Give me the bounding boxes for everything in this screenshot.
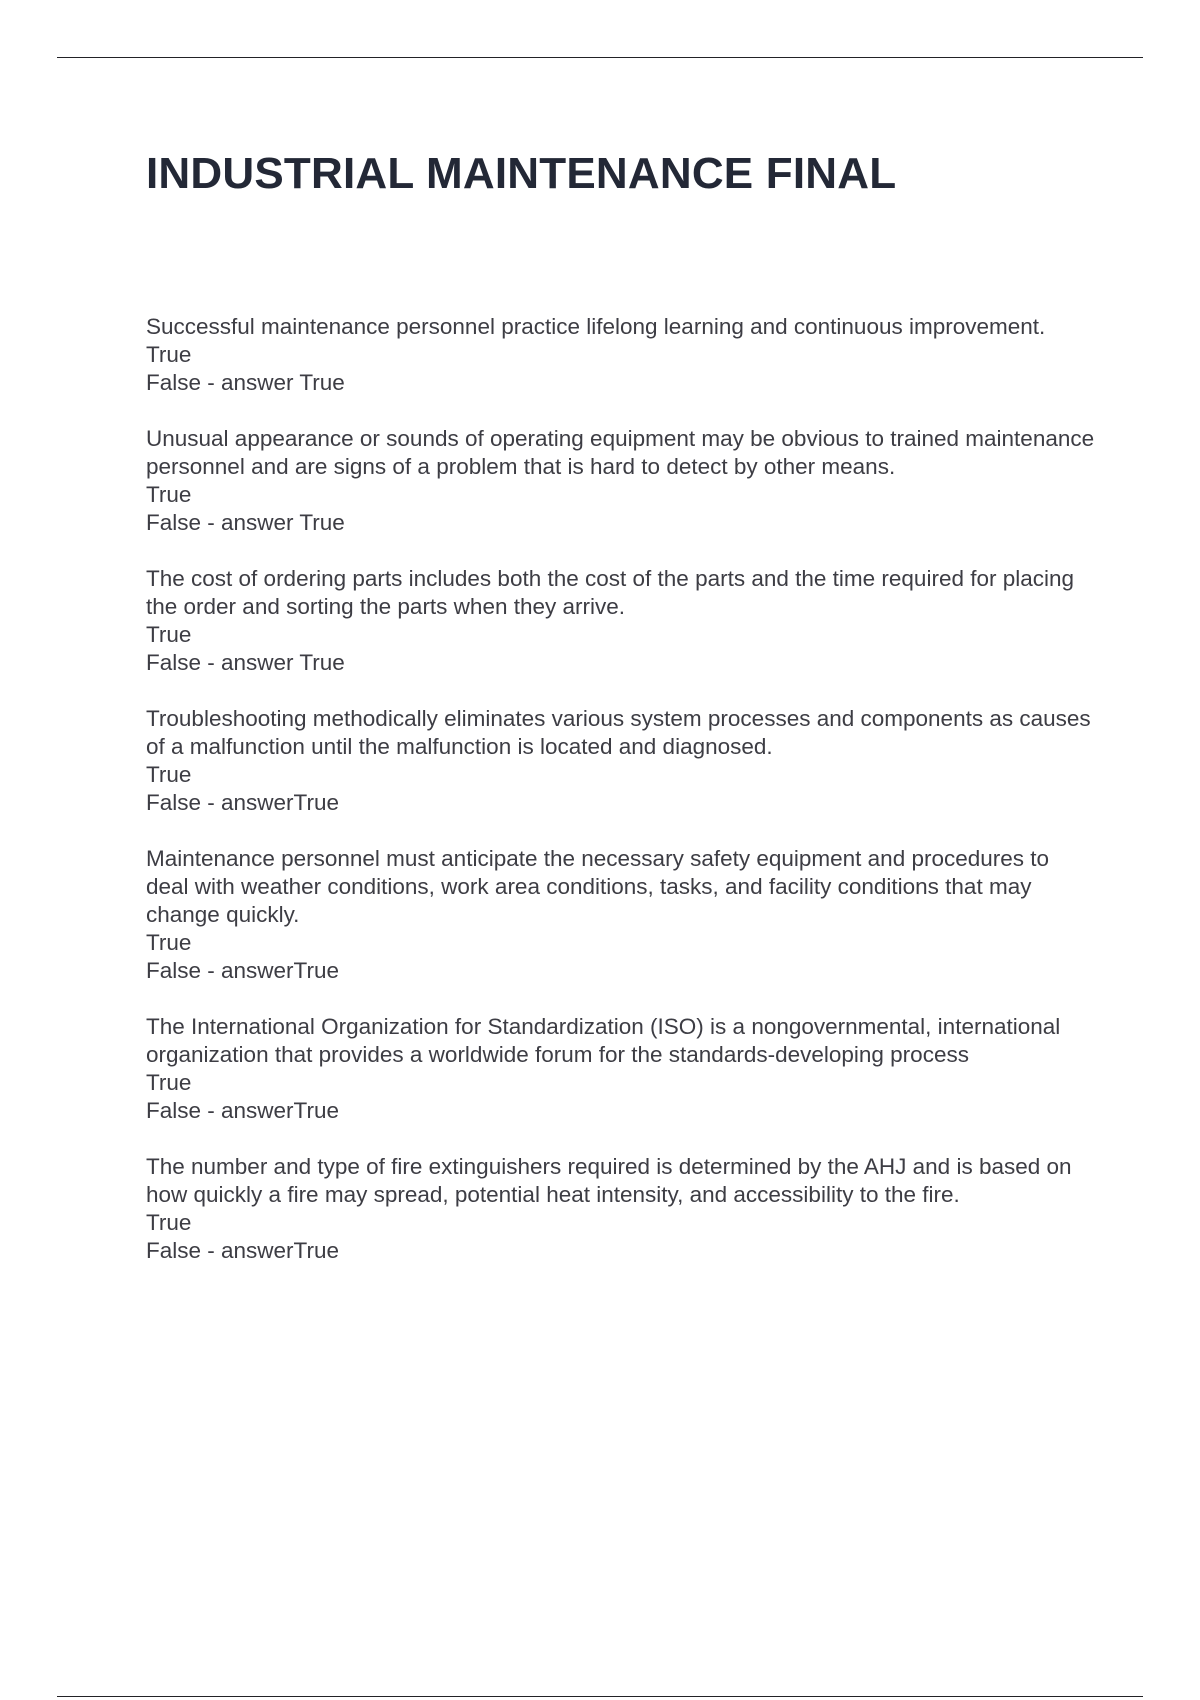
question-text: Troubleshooting methodically eliminates various system processes and components as causes of a malfunction until the malfunction is located and diagnosed. bbox=[146, 706, 1091, 759]
option-true: True bbox=[146, 762, 192, 787]
option-false-answer: False - answerTrue bbox=[146, 958, 339, 983]
option-true: True bbox=[146, 930, 192, 955]
question-item bbox=[146, 1013, 1096, 1125]
document-title: INDUSTRIAL MAINTENANCE FINAL bbox=[146, 149, 897, 198]
question-text: The cost of ordering parts includes both the cost of the parts and the time required for placing the order and sorting the parts when they arrive. bbox=[146, 566, 1075, 619]
option-false-answer: False - answerTrue bbox=[146, 1238, 339, 1263]
option-false-answer: False - answer True bbox=[146, 370, 345, 395]
option-true: True bbox=[146, 482, 192, 507]
question-item bbox=[146, 1153, 1096, 1265]
question-text: The number and type of fire extinguishers required is determined by the AHJ and is based on how quickly a fire may spread, potential heat intensity, and accessibility to the fire. bbox=[146, 1154, 1072, 1207]
question-text: Maintenance personnel must anticipate the necessary safety equipment and procedures to deal with weather conditions, work area conditions, tasks, and facility conditions that may change quickly. bbox=[146, 846, 1050, 927]
option-true: True bbox=[146, 1070, 192, 1095]
question-list bbox=[146, 313, 1096, 1293]
option-true: True bbox=[146, 1210, 192, 1235]
question-item bbox=[146, 313, 1096, 397]
question-text: The International Organization for Standardization (ISO) is a nongovernmental, international organization that provides a worldwide forum for the standards-developing process bbox=[146, 1014, 1061, 1067]
question-item bbox=[146, 425, 1096, 537]
question-text: Successful maintenance personnel practice lifelong learning and continuous improvement. bbox=[146, 314, 1046, 339]
header-rule bbox=[57, 57, 1143, 58]
question-item bbox=[146, 845, 1096, 985]
option-false-answer: False - answer True bbox=[146, 650, 345, 675]
option-false-answer: False - answer True bbox=[146, 510, 345, 535]
option-true: True bbox=[146, 622, 192, 647]
question-item bbox=[146, 705, 1096, 817]
question-item bbox=[146, 565, 1096, 677]
option-false-answer: False - answerTrue bbox=[146, 790, 339, 815]
question-text: Unusual appearance or sounds of operating equipment may be obvious to trained maintenance personnel and are signs of a problem that is hard to detect by other means. bbox=[146, 426, 1095, 479]
option-true: True bbox=[146, 342, 192, 367]
option-false-answer: False - answerTrue bbox=[146, 1098, 339, 1123]
footer-rule bbox=[57, 1696, 1143, 1697]
